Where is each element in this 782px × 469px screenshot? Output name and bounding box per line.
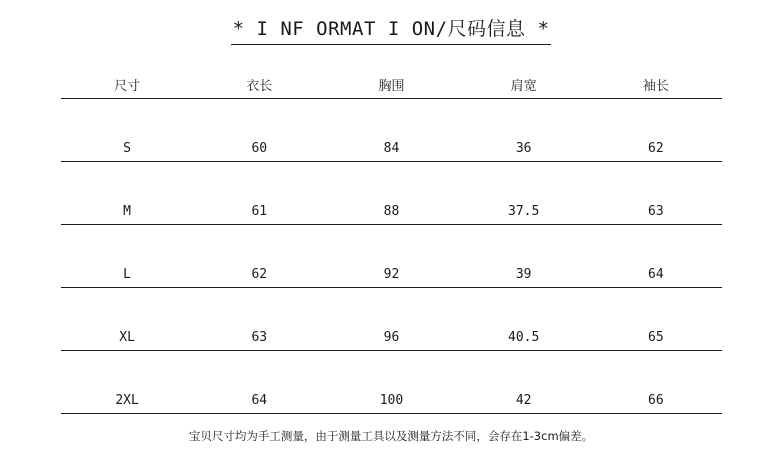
size-chart-table [61, 70, 722, 414]
cell-chest: 92 [325, 225, 457, 288]
cell-length: 61 [193, 162, 325, 225]
table-row [61, 225, 722, 288]
cell-sleeve: 65 [590, 288, 722, 351]
cell-size: XL [61, 288, 193, 351]
cell-shoulder: 36 [458, 99, 590, 162]
cell-chest: 88 [325, 162, 457, 225]
cell-size: 2XL [61, 351, 193, 414]
page-title: * I NF ORMAT I ON/尺码信息 * [231, 14, 552, 45]
cell-shoulder: 40.5 [458, 288, 590, 351]
cell-chest: 84 [325, 99, 457, 162]
header-size: 尺寸 [61, 70, 193, 99]
cell-size: M [61, 162, 193, 225]
table-row [61, 351, 722, 414]
page-title-wrapper [0, 14, 782, 45]
cell-chest: 96 [325, 288, 457, 351]
table-header-row [61, 70, 722, 99]
cell-sleeve: 62 [590, 99, 722, 162]
cell-length: 63 [193, 288, 325, 351]
cell-size: L [61, 225, 193, 288]
cell-length: 62 [193, 225, 325, 288]
cell-length: 60 [193, 99, 325, 162]
cell-shoulder: 39 [458, 225, 590, 288]
cell-sleeve: 63 [590, 162, 722, 225]
table-row [61, 288, 722, 351]
cell-length: 64 [193, 351, 325, 414]
table-row [61, 99, 722, 162]
header-chest: 胸围 [325, 70, 457, 99]
cell-shoulder: 42 [458, 351, 590, 414]
cell-size: S [61, 99, 193, 162]
cell-sleeve: 64 [590, 225, 722, 288]
table-row [61, 162, 722, 225]
header-length: 衣长 [193, 70, 325, 99]
header-sleeve: 袖长 [590, 70, 722, 99]
cell-sleeve: 66 [590, 351, 722, 414]
cell-chest: 100 [325, 351, 457, 414]
cell-shoulder: 37.5 [458, 162, 590, 225]
header-shoulder: 肩宽 [458, 70, 590, 99]
measurement-note: 宝贝尺寸均为手工测量，由于测量工具以及测量方法不同，会存在1-3cm偏差。 [188, 429, 594, 443]
